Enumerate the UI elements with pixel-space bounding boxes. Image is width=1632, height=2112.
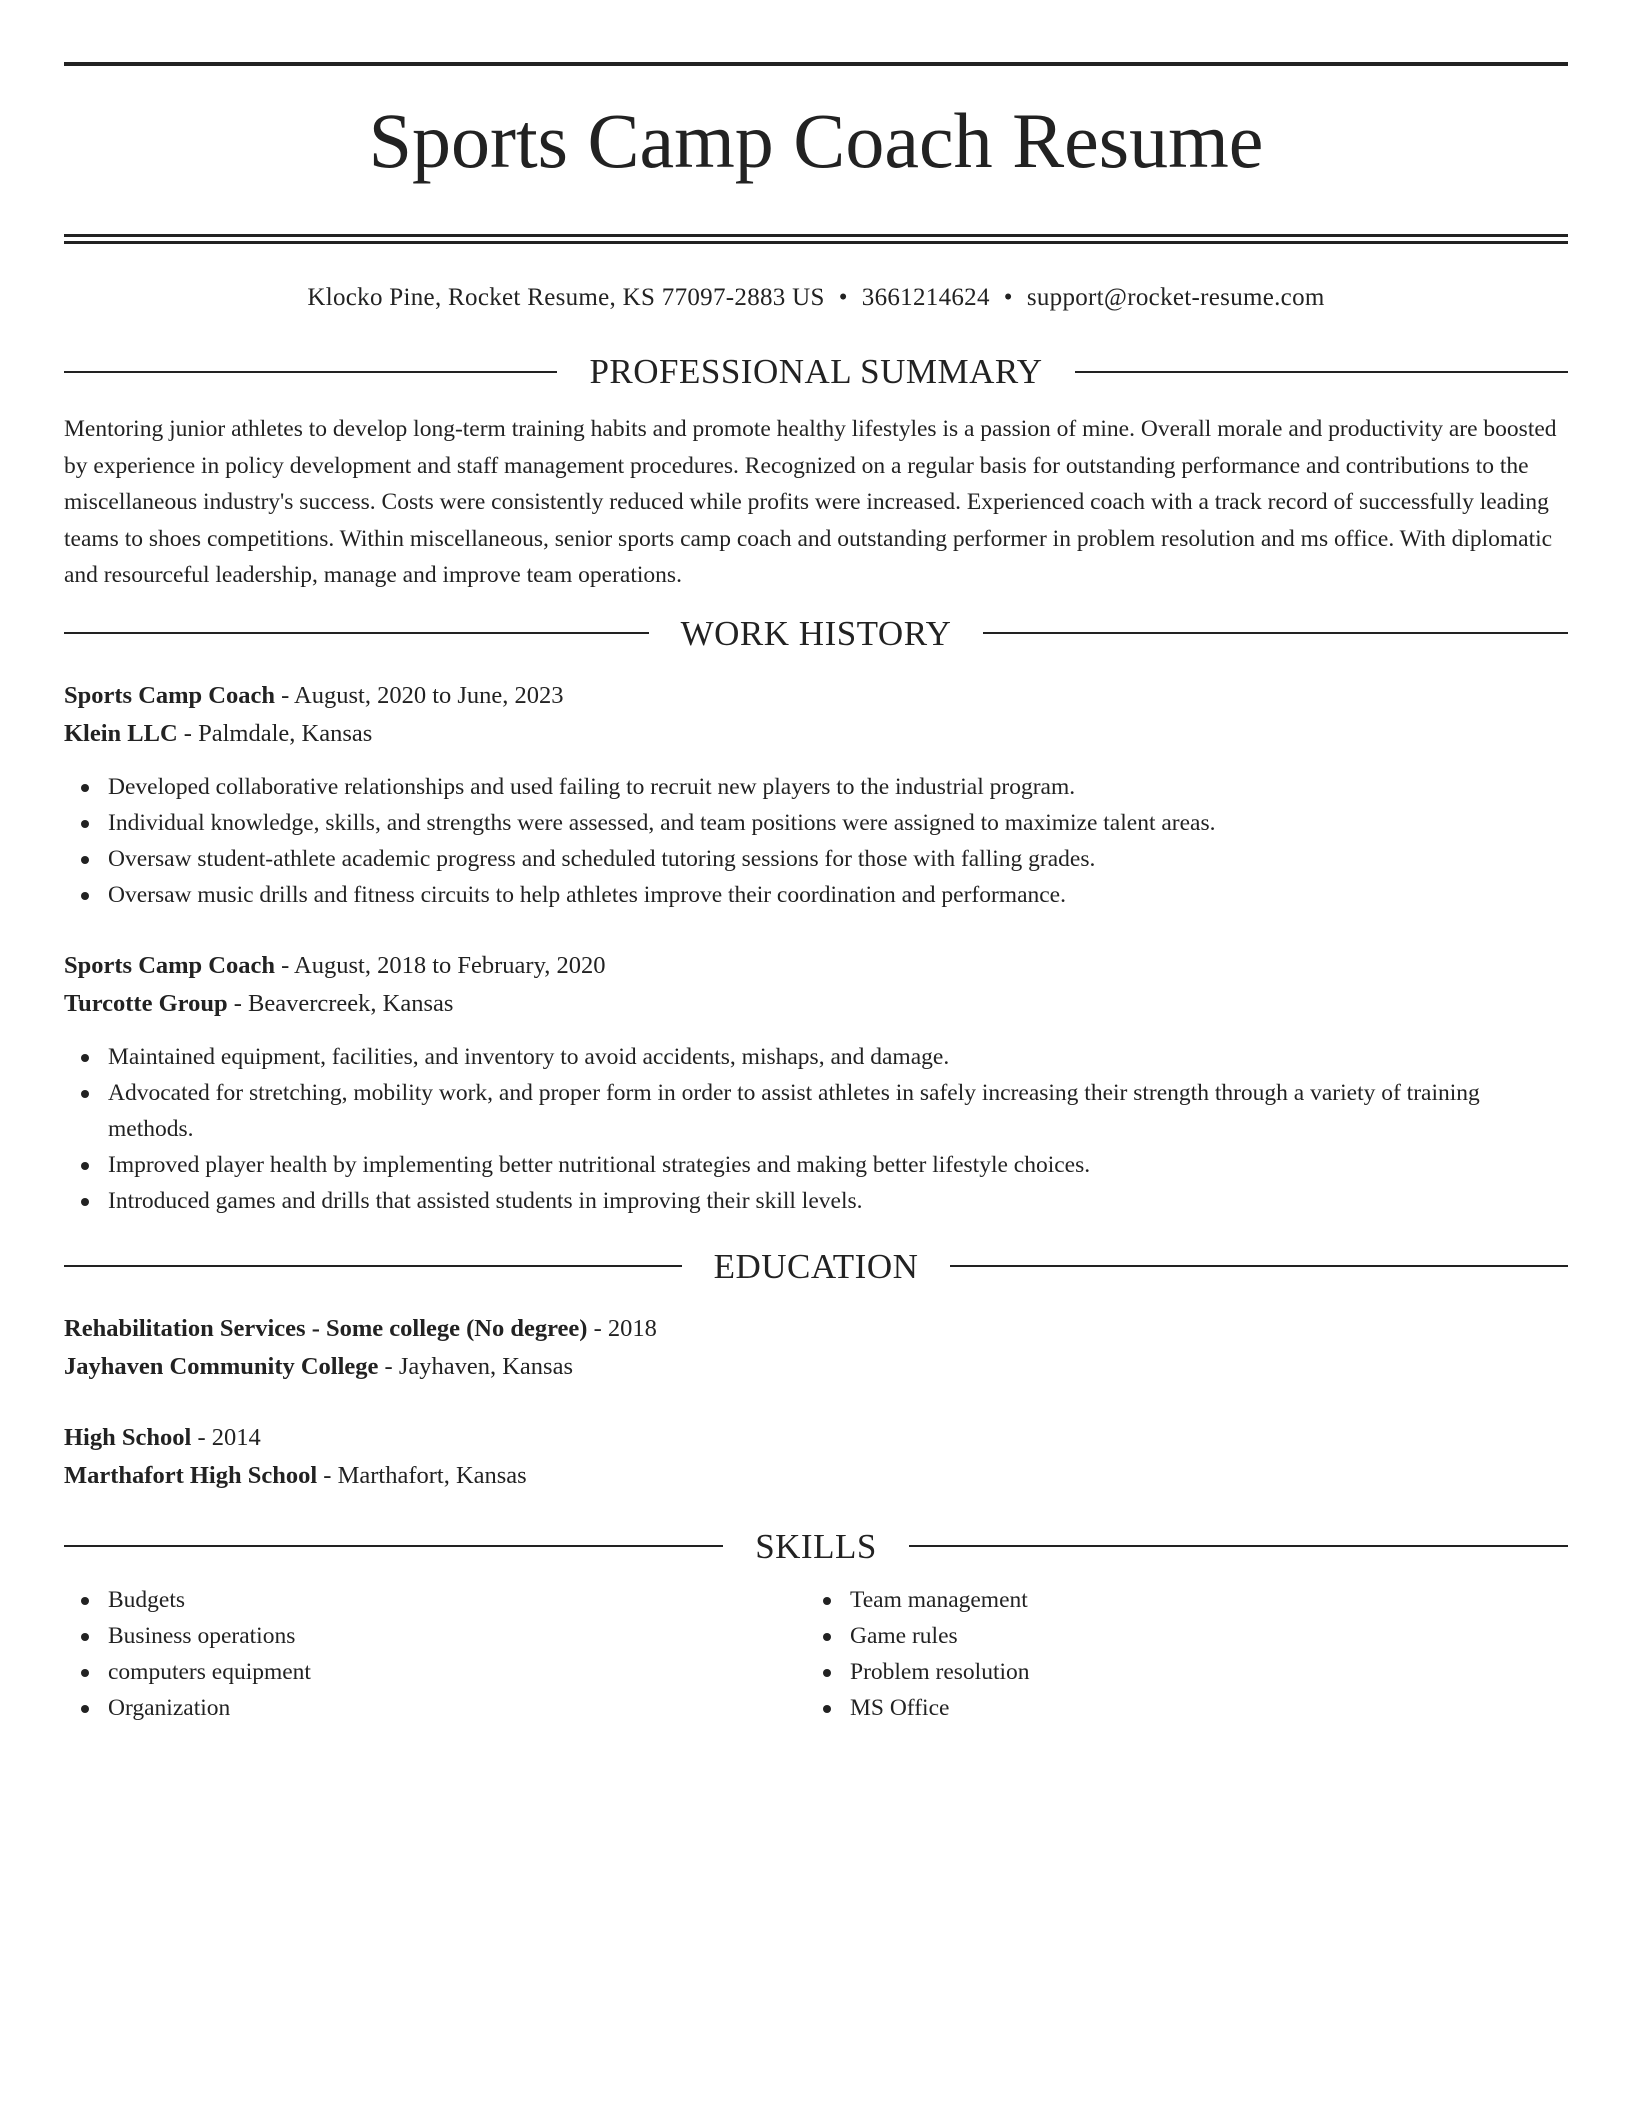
job-title-line bbox=[64, 677, 1568, 715]
job-duty: Advocated for stretching, mobility work, and proper form in order to assist athletes in safely increasing their strength through a variety of training methods. bbox=[64, 1075, 1568, 1147]
education-heading-label: EDUCATION bbox=[713, 1246, 919, 1286]
contact-line bbox=[64, 278, 1568, 318]
education-entry bbox=[64, 1419, 1568, 1495]
heading-rule-right bbox=[950, 1265, 1568, 1267]
job-title: Sports Camp Coach bbox=[64, 681, 275, 709]
summary-heading-label: PROFESSIONAL SUMMARY bbox=[589, 352, 1043, 391]
summary-text: Mentoring junior athletes to develop long-term training habits and promote healthy lifestyles is a passion of mine. Overall morale and productivity are boosted by experience in policy development and staff management procedures. Recognized on a regular basis for outstanding performance and contributions to the miscellaneous industry's success. Costs were consistently reduced while profits were increased. Experienced coach with a track record of successfully leading teams to shoes competitions. Within miscellaneous, senior sports camp coach and outstanding performer in problem resolution and ms office. With diplomatic and resourceful leadership, manage and improve team operations. bbox=[64, 416, 1557, 588]
heading-rule-left bbox=[64, 1265, 682, 1267]
job-dates: - August, 2020 to June, 2023 bbox=[275, 681, 564, 709]
job-duty: Introduced games and drills that assisted students in improving their skill levels. bbox=[64, 1183, 1568, 1219]
education-location: - Jayhaven, Kansas bbox=[378, 1352, 573, 1380]
contact-phone: 3661214624 bbox=[861, 284, 990, 311]
summary-heading bbox=[64, 354, 1568, 389]
job-company-line bbox=[64, 715, 1568, 753]
education-year: - 2018 bbox=[587, 1314, 657, 1342]
education-school: Jayhaven Community College bbox=[64, 1352, 379, 1380]
resume-title: Sports Camp Coach Resume bbox=[368, 97, 1264, 184]
job-location: - Beavercreek, Kansas bbox=[227, 989, 454, 1017]
job-duties-list bbox=[64, 769, 1568, 913]
job-duties-list bbox=[64, 1039, 1568, 1219]
job-entry bbox=[64, 947, 1568, 1219]
resume-page bbox=[64, 62, 1568, 1726]
skills-columns bbox=[64, 1582, 1568, 1726]
skill-item: MS Office bbox=[806, 1690, 1548, 1726]
contact-address: Klocko Pine, Rocket Resume, KS 77097-2883 US bbox=[307, 284, 825, 311]
skill-item: Team management bbox=[806, 1582, 1548, 1618]
heading-rule-left bbox=[64, 1545, 723, 1547]
job-duty: Oversaw music drills and fitness circuits to help athletes improve their coordination and performance. bbox=[64, 877, 1568, 913]
skill-item: computers equipment bbox=[64, 1654, 806, 1690]
skills-heading-label: SKILLS bbox=[755, 1526, 877, 1566]
contact-separator: • bbox=[838, 284, 848, 311]
job-dates: - August, 2018 to February, 2020 bbox=[275, 951, 606, 979]
job-title-line bbox=[64, 947, 1568, 985]
skill-item: Problem resolution bbox=[806, 1654, 1548, 1690]
heading-rule-left bbox=[64, 632, 649, 634]
job-duty: Improved player health by implementing better nutritional strategies and making better lifestyle choices. bbox=[64, 1147, 1568, 1183]
title-bottom-double-rule bbox=[64, 234, 1568, 244]
job-duty: Individual knowledge, skills, and strengths were assessed, and team positions were assigned to maximize talent areas. bbox=[64, 805, 1568, 841]
job-title: Sports Camp Coach bbox=[64, 951, 275, 979]
skill-item: Business operations bbox=[64, 1618, 806, 1654]
contact-separator: • bbox=[1003, 284, 1013, 311]
job-duty: Maintained equipment, facilities, and inventory to avoid accidents, mishaps, and damage. bbox=[64, 1039, 1568, 1075]
heading-rule-left bbox=[64, 371, 557, 373]
job-location: - Palmdale, Kansas bbox=[177, 719, 373, 747]
education-degree: High School bbox=[64, 1423, 192, 1451]
job-company-line bbox=[64, 985, 1568, 1023]
skill-item: Organization bbox=[64, 1690, 806, 1726]
skills-list-right bbox=[806, 1582, 1548, 1726]
education-degree-line bbox=[64, 1419, 1568, 1457]
education-school-line bbox=[64, 1348, 1568, 1386]
contact-email: support@rocket-resume.com bbox=[1026, 284, 1325, 311]
skill-item: Budgets bbox=[64, 1582, 806, 1618]
education-school-line bbox=[64, 1457, 1568, 1495]
heading-rule-right bbox=[983, 632, 1568, 634]
job-duty: Oversaw student-athlete academic progress and scheduled tutoring sessions for those with falling grades. bbox=[64, 841, 1568, 877]
skills-list-left bbox=[64, 1582, 806, 1726]
education-degree: Rehabilitation Services - Some college (No degree) bbox=[64, 1314, 588, 1342]
skills-heading bbox=[64, 1526, 1568, 1566]
heading-rule-right bbox=[1075, 371, 1568, 373]
heading-rule-right bbox=[909, 1545, 1568, 1547]
work-history-heading-label: WORK HISTORY bbox=[680, 613, 952, 653]
skill-item: Game rules bbox=[806, 1618, 1548, 1654]
job-company: Turcotte Group bbox=[64, 989, 228, 1017]
education-heading bbox=[64, 1246, 1568, 1286]
education-degree-line bbox=[64, 1310, 1568, 1348]
title-block bbox=[64, 62, 1568, 244]
education-year: - 2014 bbox=[191, 1423, 261, 1451]
job-company: Klein LLC bbox=[64, 719, 178, 747]
education-location: - Marthafort, Kansas bbox=[317, 1461, 527, 1489]
work-history-heading bbox=[64, 613, 1568, 653]
education-school: Marthafort High School bbox=[64, 1461, 318, 1489]
job-entry bbox=[64, 677, 1568, 913]
job-duty: Developed collaborative relationships and used failing to recruit new players to the industrial program. bbox=[64, 769, 1568, 805]
education-entry bbox=[64, 1310, 1568, 1386]
